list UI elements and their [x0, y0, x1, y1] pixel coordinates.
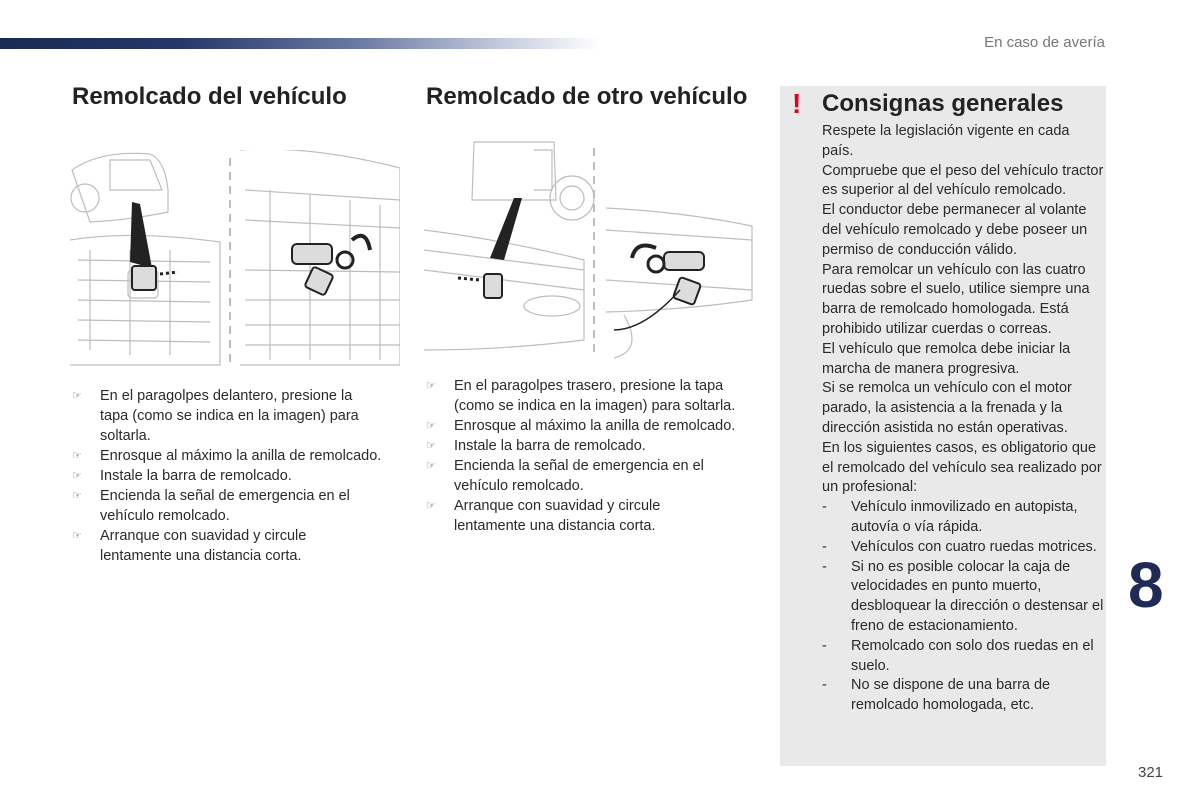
list-item: ☞ En el paragolpes delantero, presione la tapa (como se indica en la imagen) para soltarla.: [72, 388, 359, 444]
hand-pointer-icon: ☞: [426, 440, 436, 452]
hand-pointer-icon: ☞: [72, 530, 82, 542]
warning-title: Consignas generales: [822, 90, 1064, 117]
steps-list-towing-vehicle: [72, 386, 382, 566]
column-title-towing-vehicle: Remolcado del vehículo: [72, 83, 347, 110]
professional-cases-list: [822, 498, 1104, 716]
warning-exclamation-icon: !: [792, 88, 802, 119]
warning-paragraph: En los siguientes casos, es obligatorio que el remolcado del vehículo sea realizado por un profesional:: [822, 439, 1102, 496]
front-bumper-illustration: [70, 150, 400, 372]
dash-bullet: -: [822, 499, 827, 516]
warning-body: [822, 122, 1104, 716]
warning-paragraph: Si se remolca un vehículo con el motor parado, la asistencia a la frenada y la dirección asistida no están operativas.: [822, 380, 1072, 436]
list-item: ☞ Encienda la señal de emergencia en el vehículo remolcado.: [426, 458, 704, 494]
rear-bumper-illustration: [424, 140, 754, 360]
list-item: ☞ Instale la barra de remolcado.: [72, 468, 292, 484]
list-item: ☞ Enrosque al máximo la anilla de remolcado.: [426, 418, 736, 434]
list-item: - Remolcado con solo dos ruedas en el suelo.: [822, 637, 1094, 674]
header-gradient-bar: [0, 38, 600, 49]
column-title-towing-other-vehicle: Remolcado de otro vehículo: [426, 83, 748, 110]
hand-pointer-icon: ☞: [72, 390, 82, 402]
list-item: ☞ Instale la barra de remolcado.: [426, 438, 646, 454]
list-item: ☞ Arranque con suavidad y circule lentamente una distancia corta.: [72, 528, 307, 564]
list-item: - No se dispone de una barra de remolcado homologada, etc.: [822, 677, 1051, 714]
hand-pointer-icon: ☞: [426, 420, 436, 432]
hand-pointer-icon: ☞: [426, 460, 436, 472]
dash-bullet: -: [822, 558, 827, 575]
dash-bullet: -: [822, 677, 827, 694]
list-item: - Si no es posible colocar la caja de velocidades en punto muerto, desbloquear la dirección o destensar el freno de estacionamiento.: [822, 558, 1104, 634]
list-item: ☞ Arranque con suavidad y circule lentamente una distancia corta.: [426, 498, 661, 534]
chapter-number: 8: [1128, 549, 1164, 621]
list-item: ☞ En el paragolpes trasero, presione la tapa (como se indica en la imagen) para soltarla.: [426, 378, 736, 414]
warning-paragraph: El conductor debe permanecer al volante del vehículo remolcado y debe poseer un permiso de conducción válido.: [822, 202, 1088, 258]
list-item: ☞ Enrosque al máximo la anilla de remolcado.: [72, 448, 382, 464]
hand-pointer-icon: ☞: [72, 450, 82, 462]
dash-bullet: -: [822, 637, 827, 654]
hand-pointer-icon: ☞: [426, 500, 436, 512]
hand-pointer-icon: ☞: [72, 470, 82, 482]
warning-paragraph: Respete la legislación vigente en cada país.: [822, 123, 1070, 159]
warning-paragraph: El vehículo que remolca debe iniciar la marcha de manera progresiva.: [822, 340, 1071, 377]
list-item: - Vehículo inmovilizado en autopista, autovía o vía rápida.: [822, 499, 1078, 535]
hand-pointer-icon: ☞: [426, 380, 436, 392]
hand-pointer-icon: ☞: [72, 490, 82, 502]
steps-list-towing-other-vehicle: [426, 376, 736, 536]
dash-bullet: -: [822, 538, 827, 555]
warning-paragraph: Compruebe que el peso del vehículo tractor es superior al del vehículo remolcado.: [822, 162, 1104, 199]
section-label: En caso de avería: [984, 34, 1105, 51]
list-item: ☞ Encienda la señal de emergencia en el vehículo remolcado.: [72, 488, 350, 524]
warning-paragraph: Para remolcar un vehículo con las cuatro ruedas sobre el suelo, utilice siempre una barra de remolcado homologada. Está prohibido utilizar cuerdas o correas.: [822, 261, 1090, 337]
page-number: 321: [1138, 764, 1164, 781]
list-item: - Vehículos con cuatro ruedas motrices.: [822, 538, 1104, 558]
